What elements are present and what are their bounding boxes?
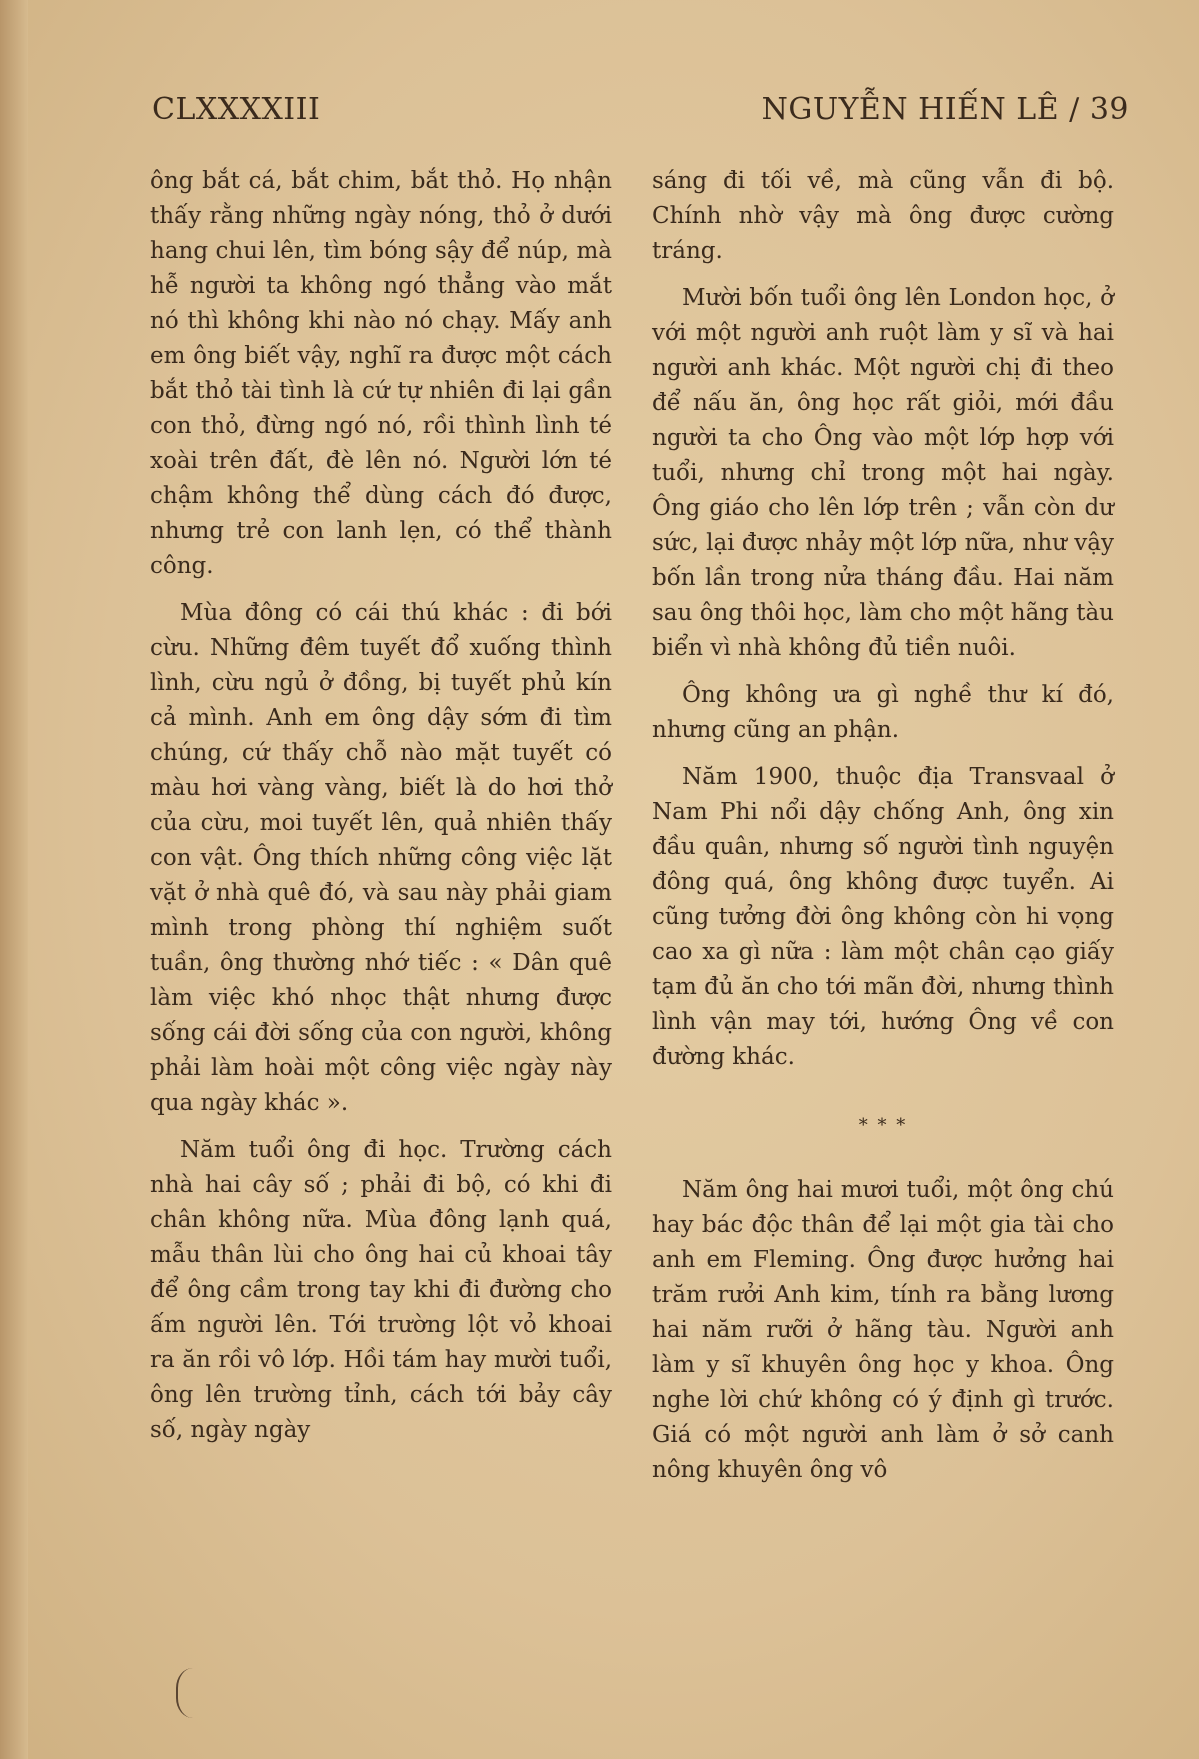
paragraph: Ông không ưa gì nghề thư kí đó, nhưng cũng an phận. bbox=[652, 682, 1114, 743]
paragraph: Mùa đông có cái thú khác : đi bới cừu. Những đêm tuyết đổ xuống thình lình, cừu ngủ ở đồng, bị tuyết phủ kín cả mình. Anh em ông dậy sớm đi tìm chúng, cứ thấy chỗ nào mặt tuyết có màu hơi vàng vàng, biết là do hơi thở của cừu, moi tuyết lên, quả nhiên thấy con vật. Ông thích những công việc lặt vặt ở nhà quê đó, và sau này phải giam mình trong phòng thí nghiệm suốt tuần, ông thường nhớ tiếc : « Dân quê làm việc khó nhọc thật nhưng được sống cái đời sống của con người, không phải làm hoài một công việc ngày này qua ngày khác ». bbox=[150, 600, 612, 1116]
paragraph: ông bắt cá, bắt chim, bắt thỏ. Họ nhận thấy rằng những ngày nóng, thỏ ở dưới hang chui lên, tìm bóng sậy để núp, mà hễ người ta không ngó thẳng vào mắt nó thì không khi nào nó chạy. Mấy anh em ông biết vậy, nghĩ ra được một cách bắt thỏ tài tình là cứ tự nhiên đi lại gần con thỏ, đừng ngó nó, rồi thình lình té xoài trên đất, đè lên nó. Người lớn té chậm không thể dùng cách đó được, nhưng trẻ con lanh lẹn, có thể thành công. bbox=[150, 168, 612, 579]
paragraph: sáng đi tối về, mà cũng vẫn đi bộ. Chính nhờ vậy mà ông được cường tráng. bbox=[652, 168, 1114, 264]
paragraph: Mười bốn tuổi ông lên London học, ở với một người anh ruột làm y sĩ và hai người anh khác. Một người chị đi theo để nấu ăn, ông học rất giỏi, mới đầu người ta cho Ông vào một lớp hợp với tuổi, nhưng chỉ trong một hai ngày. Ông giáo cho lên lớp trên ; vẫn còn dư sức, lại được nhảy một lớp nữa, như vậy bốn lần trong nửa tháng đầu. Hai năm sau ông thôi học, làm cho một hãng tàu biển vì nhà không đủ tiền nuôi. bbox=[652, 285, 1114, 661]
paragraph: Năm 1900, thuộc địa Transvaal ở Nam Phi nổi dậy chống Anh, ông xin đầu quân, nhưng số người tình nguyện đông quá, ông không được tuyển. Ai cũng tưởng đời ông không còn hi vọng cao xa gì nữa : làm một chân cạo giấy tạm đủ ăn cho tới mãn đời, nhưng thình lình vận may tới, hướng Ông về con đường khác. bbox=[652, 764, 1114, 1070]
page-edge bbox=[0, 0, 28, 1759]
section-separator: * * * bbox=[858, 1115, 908, 1136]
right-column bbox=[652, 164, 1114, 1488]
left-column bbox=[150, 164, 612, 1448]
paragraph: Năm ông hai mươi tuổi, một ông chú hay bác độc thân để lại một gia tài cho anh em Fleming. Ông được hưởng hai trăm rưởi Anh kim, tính ra bằng lương hai năm rưỡi ở hãng tàu. Người anh làm y sĩ khuyên ông học y khoa. Ông nghe lời chứ không có ý định gì trước. Giá có một người anh làm ở sở canh nông khuyên ông vô bbox=[652, 1177, 1114, 1483]
running-head-left: CLXXXXIII bbox=[152, 92, 321, 127]
paragraph: Năm tuổi ông đi học. Trường cách nhà hai cây số ; phải đi bộ, có khi đi chân không nữa. Mùa đông lạnh quá, mẫu thân lùi cho ông hai củ khoai tây để ông cầm trong tay khi đi đường cho ấm người lên. Tới trường lột vỏ khoai ra ăn rồi vô lớp. Hồi tám hay mười tuổi, ông lên trường tỉnh, cách tới bảy cây số, ngày ngày bbox=[150, 1137, 612, 1443]
page-header bbox=[152, 92, 1129, 136]
running-head-right: NGUYỄN HIẾN LÊ / 39 bbox=[761, 92, 1129, 127]
ink-mark bbox=[176, 1668, 218, 1718]
